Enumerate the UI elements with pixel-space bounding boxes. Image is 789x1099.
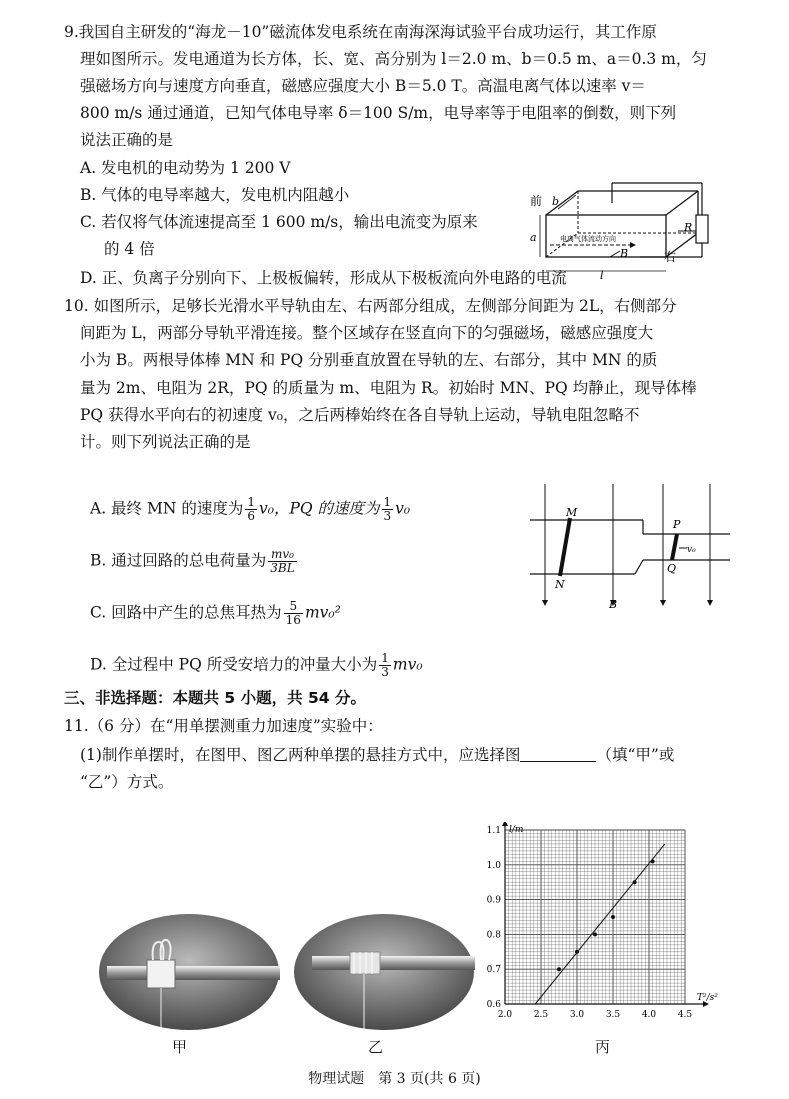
p-label: P <box>673 518 681 531</box>
page-footer: 物理试题 第 3 页(共 6 页) <box>308 1071 481 1087</box>
width-label: b <box>552 195 560 208</box>
data-point <box>575 950 579 954</box>
caption-bing: 丙 <box>595 1038 611 1056</box>
y-axis-arrow <box>502 822 508 826</box>
pendulum-photo-yi <box>292 912 475 1032</box>
section-heading: 三、非选择题：本题共 5 小题，共 54 分。 <box>64 689 366 707</box>
data-point <box>651 859 655 863</box>
right-label: 右 <box>664 250 677 264</box>
q9-option-b: B. 气体的电导率越大，发电机内阻越小 <box>80 186 350 204</box>
data-point <box>557 967 561 971</box>
q11-line3: “乙”）方式。 <box>80 773 174 791</box>
rails-diagram <box>525 482 740 612</box>
y-tick-label: 0.6 <box>486 1000 501 1010</box>
q9-line4: 800 m/s 通过通道，已知气体电导率 δ＝100 S/m，电导率等于电阻率的倒数，则下列 <box>80 104 677 122</box>
y-tick-label: 0.8 <box>486 930 501 941</box>
generator-diagram <box>520 175 740 285</box>
y-tick-label: 0.7 <box>486 965 501 976</box>
x-tick-label: 4.0 <box>641 1010 657 1020</box>
flow-direction-label: 电离气体流动方向 <box>560 235 616 243</box>
caption-yi: 乙 <box>368 1038 384 1056</box>
q-label: Q <box>667 562 677 575</box>
x-tick-label: 2.0 <box>497 1010 513 1020</box>
q10-line5: PQ 获得水平向右的初速度 v₀，之后两棒始终在各自导轨上运动，导轨电阻忽略不 <box>80 406 640 424</box>
chart-axes <box>502 822 709 1007</box>
chart-ticks <box>487 826 693 1020</box>
y-tick-label: 1.1 <box>486 826 501 836</box>
y-tick-label: 1.0 <box>486 860 501 871</box>
m-label: M <box>566 506 578 519</box>
pendulum-chart <box>475 822 735 1027</box>
x-axis-label: T²/s² <box>697 993 718 1003</box>
q10-line1: 10. 如图所示，足够长光滑水平导轨由左、右两部分组成，左侧部分间距为 2L，右侧部分 <box>64 297 677 315</box>
q10-line3: 小为 B。两根导体棒 MN 和 PQ 分别垂直放置在导轨的左、右部分，其中 MN 的质 <box>80 351 658 369</box>
q10-line2: 间距为 L，两部分导轨平滑连接。整个区域存在竖直向下的匀强磁场，磁感应强度大 <box>80 324 654 342</box>
y-tick-label: 0.9 <box>486 895 501 906</box>
resistor-label: R <box>684 221 693 234</box>
q9-line2: 理如图所示。发电通道为长方体，长、宽、高分别为 l＝2.0 m、b＝0.5 m、a＝0.3 m，匀 <box>80 50 707 68</box>
q9-option-c1: C. 若仅将气体流速提高至 1 600 m/s，输出电流变为原来 <box>80 213 478 231</box>
n-label: N <box>555 578 565 591</box>
q10-line4: 量为 2m、电阻为 2R，PQ 的质量为 m、电阻为 R。初始时 MN、PQ 均静止，现导体棒 <box>80 379 697 397</box>
q9-option-c2: 的 4 倍 <box>104 240 155 258</box>
q10-option-c: C. 回路中产生的总焦耳热为 $\frac{5}{16}$ mv₀² <box>90 599 341 627</box>
answer-blank <box>520 746 596 762</box>
x-tick-label: 3.5 <box>605 1010 621 1020</box>
front-label: 前 <box>530 194 543 208</box>
q9-option-a: A. 发电机的电动势为 1 200 V <box>80 159 291 177</box>
caption-jia: 甲 <box>172 1038 188 1056</box>
q10-line6: 计。则下列说法正确的是 <box>80 433 251 451</box>
height-label: a <box>530 231 537 244</box>
x-tick-label: 4.5 <box>677 1010 693 1020</box>
b-field-label: B <box>620 247 629 260</box>
x-tick-label: 2.5 <box>533 1010 549 1020</box>
q10-option-a: A. 最终 MN 的速度为 $\frac{1}{6}$ v₀，PQ 的速度为 $\frac{1}{3}$ v₀ <box>90 495 411 523</box>
b-label: B <box>609 598 618 611</box>
q11-line2: (1)制作单摆时，在图甲、图乙两种单摆的悬挂方式中，应选择图 （填“甲”或 <box>80 746 675 764</box>
data-point <box>633 880 637 884</box>
v0-label: v₀ <box>687 545 696 555</box>
q9-line3: 强磁场方向与速度方向垂直，磁感应强度大小 B＝5.0 T。高温电离气体以速率 v＝ <box>80 77 646 95</box>
length-label: l <box>600 269 604 282</box>
pendulum-photo-jia <box>97 912 280 1032</box>
q9-line1: 9.我国自主研发的“海龙－10”磁流体发电系统在南海深海试验平台成功运行，其工作原 <box>64 23 657 41</box>
q10-option-b: B. 通过回路的总电荷量为 $\frac{\text{mv₀}}{3BL}$ <box>90 547 295 575</box>
x-tick-label: 3.0 <box>569 1010 585 1020</box>
q10-option-d: D. 全过程中 PQ 所受安培力的冲量大小为 $\frac{1}{3}$ mv₀ <box>90 651 423 679</box>
y-axis-label: l/m <box>509 825 524 835</box>
chart-grid <box>505 830 685 1004</box>
data-point <box>593 932 597 936</box>
data-point <box>611 915 615 919</box>
q9-line5: 说法正确的是 <box>80 131 174 149</box>
q9-option-d: D. 正、负离子分别向下、上极板偏转，形成从下极板流向外电路的电流 <box>80 269 567 287</box>
q11-line1: 11.（6 分）在“用单摆测重力加速度”实验中： <box>64 717 383 735</box>
